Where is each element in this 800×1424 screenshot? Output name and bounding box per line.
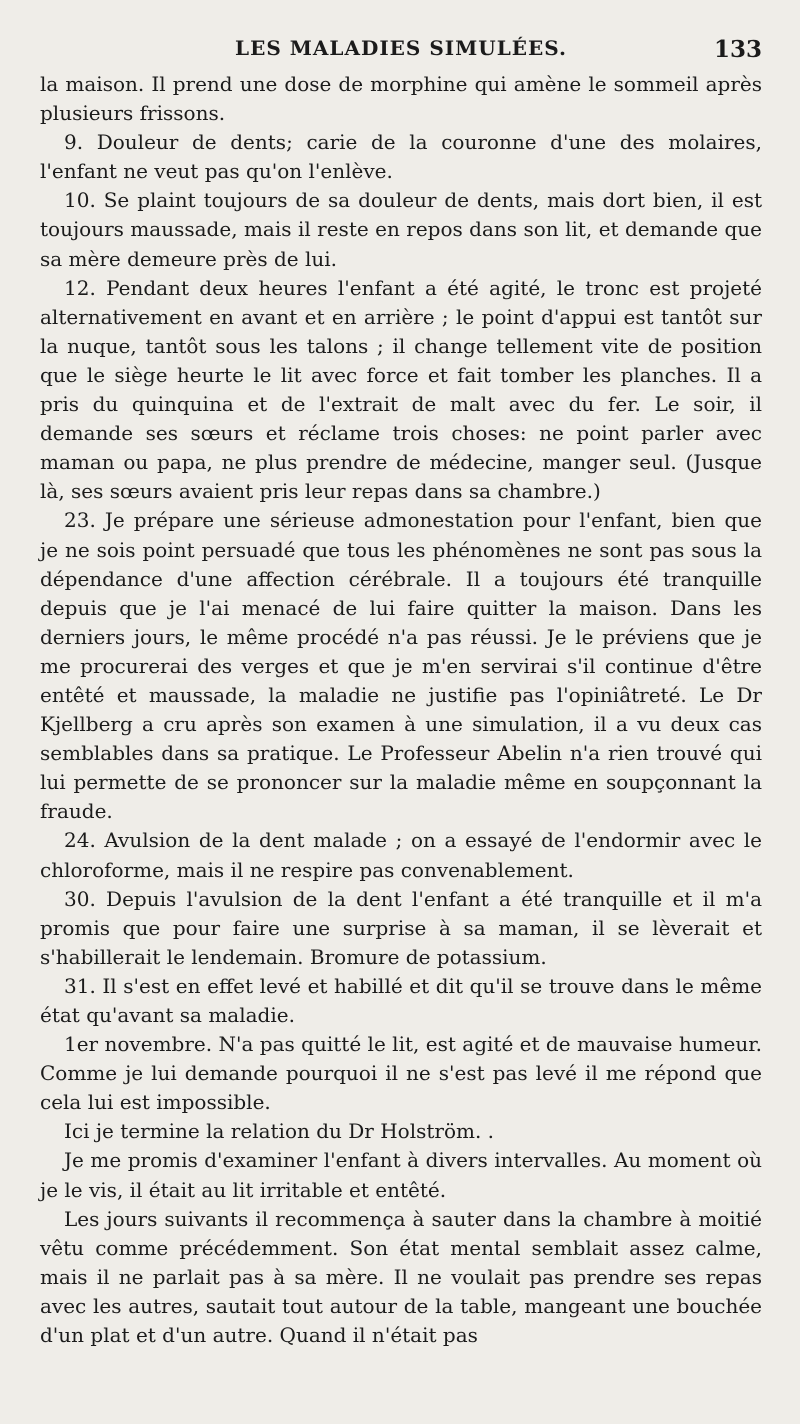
running-title: LES MALADIES SIMULÉES. <box>235 36 567 60</box>
paragraph-entry-9: 9. Douleur de dents; carie de la couronne d'une des molaires, l'enfant ne veut pas qu'on l'enlève. <box>40 130 762 184</box>
paragraph-entry-23: 23. Je prépare une sérieuse admonestation pour l'enfant, bien que je ne sois point persuadé que tous les phénomènes ne sont pas sous la dépendance d'une affection cérébrale. Il a toujours été tranquille depuis que je l'ai menacé de lui faire quitter la maison. Dans les derniers jours, le même procédé n'a pas réussi. Je le préviens que je me procurerai des verges et que je m'en servirai s'il continue d'être entêté et maussade, la maladie ne justifie pas l'opiniâtreté. Le Dr Kjellberg a cru après son examen à une simulation, il a vu deux cas semblables dans sa pratique. Le Professeur Abelin n'a rien trouvé qui lui permette de se prononcer sur la maladie même en soupçonnant la fraude. <box>40 508 762 824</box>
paragraph-continuation: la maison. Il prend une dose de morphine qui amène le sommeil après plusieurs frissons. <box>40 72 762 126</box>
paragraph-entry-november: 1er novembre. N'a pas quitté le lit, est agité et de mauvaise humeur. Comme je lui demande pourquoi il ne s'est pas levé il me répond que cela lui est impossible. <box>40 1032 762 1115</box>
body-text <box>40 70 762 1350</box>
paragraph-entry-12: 12. Pendant deux heures l'enfant a été agité, le tronc est projeté alternativement en avant et en arrière ; le point d'appui est tantôt sur la nuque, tantôt sous les talons ; il change tellement vite de position que le siège heurte le lit avec force et fait tomber les planches. Il a pris du quinquina et de l'extrait de malt avec du fer. Le soir, il demande ses sœurs et réclame trois choses: ne point parler avec maman ou papa, ne plus prendre de médecine, manger seul. (Jusque là, ses sœurs avaient pris leur repas dans sa chambre.) <box>40 275 762 504</box>
paragraph-end-relation: Ici je termine la relation du Dr Holström. . <box>64 1119 495 1144</box>
paragraph-following-days: Les jours suivants il recommença à sauter dans la chambre à moitié vêtu comme précédemment. Son état mental semblait assez calme, mais il ne parlait pas à sa mère. Il ne voulait pas prendre ses repas avec les autres, sautait tout autour de la table, mangeant une bouchée d'un plat et d'un autre. Quand il n'était pas <box>40 1206 762 1348</box>
paragraph-entry-24: 24. Avulsion de la dent malade ; on a essayé de l'endormir avec le chloroforme, mais il ne respire pas convenablement. <box>40 828 762 882</box>
paragraph-entry-31: 31. Il s'est en effet levé et habillé et dit qu'il se trouve dans le même état qu'avant sa maladie. <box>40 973 762 1027</box>
page-header <box>40 0 762 70</box>
page-number: 133 <box>713 36 762 63</box>
paragraph-entry-30: 30. Depuis l'avulsion de la dent l'enfant a été tranquille et il m'a promis que pour faire une surprise à sa maman, il se lèverait et s'habillerait le lendemain. Bromure de potassium. <box>40 886 762 969</box>
paragraph-examination: Je me promis d'examiner l'enfant à divers intervalles. Au moment où je le vis, il était au lit irritable et entêté. <box>40 1148 762 1202</box>
paragraph-entry-10: 10. Se plaint toujours de sa douleur de dents, mais dort bien, il est toujours maussade, mais il reste en repos dans son lit, et demande que sa mère demeure près de lui. <box>40 188 762 271</box>
